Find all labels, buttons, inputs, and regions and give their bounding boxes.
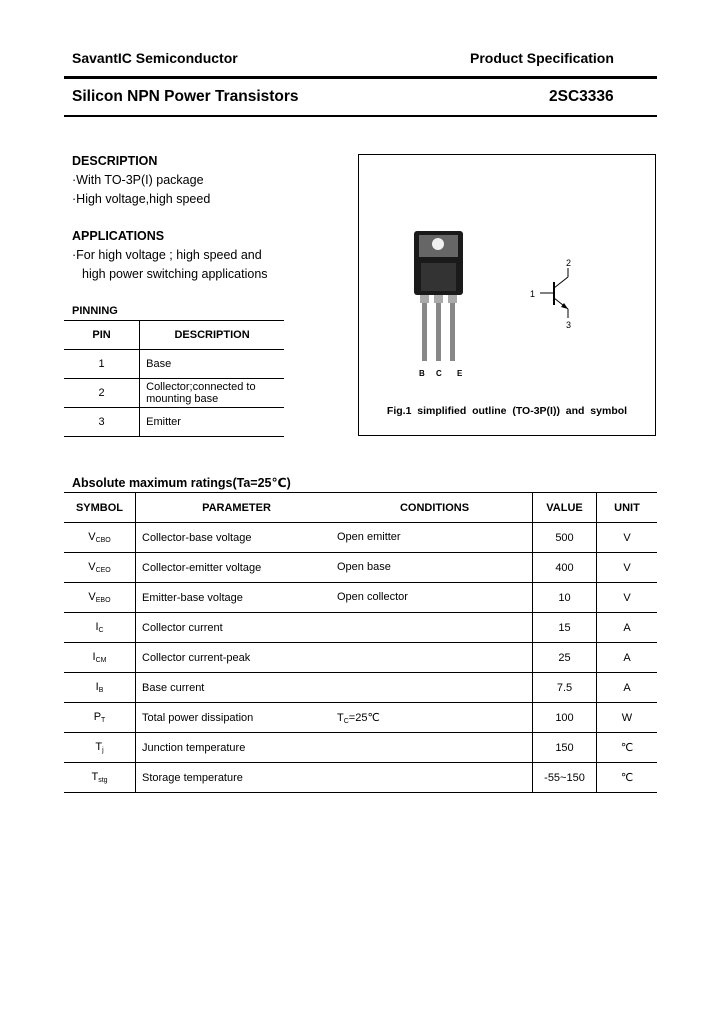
table-row	[64, 703, 657, 733]
symbol-pin-2: 2	[566, 258, 572, 268]
lead-shoulder	[420, 295, 429, 303]
symbol-pin-3: 3	[566, 320, 572, 330]
rating-value: 400	[533, 553, 597, 583]
package-face	[421, 263, 456, 291]
rating-parameter: Storage temperature	[136, 763, 338, 793]
rating-condition	[337, 763, 533, 793]
table-row	[64, 643, 657, 673]
table-row	[64, 523, 657, 553]
rating-value: 15	[533, 613, 597, 643]
rating-condition: Open emitter	[337, 523, 533, 553]
lead-base	[422, 295, 427, 361]
rating-unit: W	[597, 703, 658, 733]
rating-condition: $T_C=25℃$	[337, 703, 533, 733]
table-row	[64, 763, 657, 793]
rating-symbol: $I_B$	[64, 673, 136, 703]
rating-unit: V	[597, 583, 658, 613]
header-rule-top	[64, 76, 657, 79]
rating-condition	[337, 613, 533, 643]
rating-symbol: $V_{EBO}$	[64, 583, 136, 613]
rating-unit: V	[597, 553, 658, 583]
rating-parameter: Collector-emitter voltage	[136, 553, 338, 583]
rating-symbol: $I_{CM}$	[64, 643, 136, 673]
company-name: SavantIC Semiconductor	[72, 50, 238, 66]
rating-unit: A	[597, 673, 658, 703]
table-row	[64, 350, 284, 379]
pin-description: Base	[140, 350, 284, 379]
rating-unit: V	[597, 523, 658, 553]
rating-value: 500	[533, 523, 597, 553]
document-type: Product Specification	[470, 50, 614, 66]
rating-parameter: Collector current-peak	[136, 643, 338, 673]
description-item: ·With TO-3P(I) package	[72, 173, 204, 187]
rating-condition: Open base	[337, 553, 533, 583]
rating-value: 10	[533, 583, 597, 613]
pin-description: Collector;connected to mounting base	[140, 379, 284, 408]
lead-emitter	[450, 295, 455, 361]
pin-column-header: PIN	[64, 321, 140, 350]
rating-parameter: Emitter-base voltage	[136, 583, 338, 613]
table-row	[64, 408, 284, 437]
rating-value: -55~150	[533, 763, 597, 793]
rating-unit: A	[597, 643, 658, 673]
description-item: ·High voltage,high speed	[72, 192, 211, 206]
header-rule-bottom	[64, 115, 657, 117]
rating-symbol: $T_{stg}$	[64, 763, 136, 793]
rating-value: 7.5	[533, 673, 597, 703]
parameter-column-header: PARAMETER	[136, 493, 338, 523]
applications-heading: APPLICATIONS	[72, 229, 165, 243]
lead-collector	[436, 295, 441, 361]
part-number: 2SC3336	[549, 88, 614, 105]
lead-label-c: C	[436, 369, 442, 378]
rating-symbol: $V_{CBO}$	[64, 523, 136, 553]
rating-symbol: $V_{CEO}$	[64, 553, 136, 583]
table-row	[64, 673, 657, 703]
rating-parameter: Base current	[136, 673, 338, 703]
rating-condition	[337, 643, 533, 673]
description-column-header: DESCRIPTION	[140, 321, 284, 350]
description-heading: DESCRIPTION	[72, 154, 158, 168]
table-row	[64, 583, 657, 613]
product-line-title: Silicon NPN Power Transistors	[72, 88, 299, 105]
mounting-hole	[432, 238, 444, 250]
symbol-pin-1: 1	[530, 289, 536, 299]
unit-column-header: UNIT	[597, 493, 658, 523]
lead-shoulder	[448, 295, 457, 303]
package-outline-and-symbol	[359, 155, 655, 435]
pin-number: 2	[64, 379, 140, 408]
rating-condition: Open collector	[337, 583, 533, 613]
table-row	[64, 379, 284, 408]
rating-parameter: Collector-base voltage	[136, 523, 338, 553]
pin-number: 3	[64, 408, 140, 437]
rating-condition	[337, 733, 533, 763]
rating-value: 100	[533, 703, 597, 733]
rating-unit: ℃	[597, 763, 658, 793]
rating-unit: ℃	[597, 733, 658, 763]
table-row	[64, 613, 657, 643]
pin-number: 1	[64, 350, 140, 379]
pinning-heading: PINNING	[72, 305, 118, 317]
symbol-column-header: SYMBOL	[64, 493, 136, 523]
rating-symbol: $T_j$	[64, 733, 136, 763]
lead-label-b: B	[419, 369, 425, 378]
conditions-column-header: CONDITIONS	[337, 493, 533, 523]
lead-label-e: E	[457, 369, 463, 378]
rating-condition	[337, 673, 533, 703]
rating-symbol: $I_C$	[64, 613, 136, 643]
rating-value: 150	[533, 733, 597, 763]
pin-description: Emitter	[140, 408, 284, 437]
rating-parameter: Junction temperature	[136, 733, 338, 763]
rating-parameter: Collector current	[136, 613, 338, 643]
table-row	[64, 553, 657, 583]
ratings-table	[64, 492, 657, 793]
figure-caption: Fig.1 simplified outline (TO-3P(I)) and symbol	[386, 405, 628, 417]
symbol-collector	[554, 277, 568, 288]
value-column-header: VALUE	[533, 493, 597, 523]
applications-line: high power switching applications	[82, 267, 268, 281]
applications-line: ·For high voltage ; high speed and	[72, 248, 262, 262]
figure-box	[358, 154, 656, 436]
lead-shoulder	[434, 295, 443, 303]
ratings-heading: Absolute maximum ratings(Ta=25℃)	[72, 476, 291, 490]
rating-unit: A	[597, 613, 658, 643]
pinning-table	[64, 320, 284, 437]
rating-parameter: Total power dissipation	[136, 703, 338, 733]
table-row	[64, 733, 657, 763]
rating-value: 25	[533, 643, 597, 673]
rating-symbol: $P_T$	[64, 703, 136, 733]
